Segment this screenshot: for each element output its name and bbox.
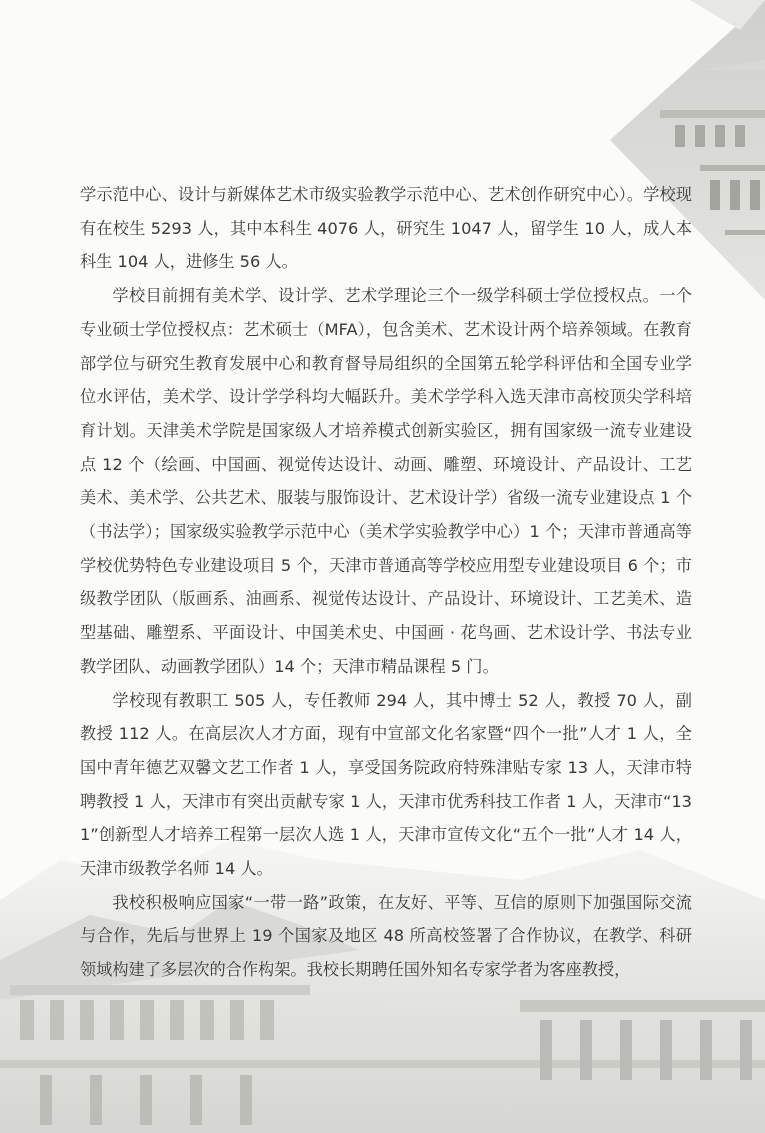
paragraph-2: 学校目前拥有美术学、设计学、艺术学理论三个一级学科硕士学位授权点。一个专业硕士学位授权点：艺术硕士（MFA），包含美术、艺术设计两个培养领域。在教育部学位与研究生教育发展中心和教育督导局组织的全国第五轮学科评估和全国专业学位水评估，美术学、设计学学科均大幅跃升。美术学学科入选天津市高校顶尖学科培育计划。天津美术学院是国家级人才培养模式创新实验区，拥有国家级一流专业建设点 12 个（绘画、中国画、视觉传达设计、动画、雕塑、环境设计、产品设计、工艺美术、美术学、公共艺术、服装与服饰设计、艺术设计学）省级一流专业建设点 1 个（书法学）；国家级实验教学示范中心（美术学实验教学中心）1 个；天津市普通高等学校优势特色专业建设项目 5 个，天津市普通高等学校应用型专业建设项目 6 个；市级教学团队（版画系、油画系、视觉传达设计、产品设计、环境设计、工艺美术、造型基础、雕塑系、平面设计、中国美术史、中国画 · 花鸟画、艺术设计学、书法专业教学团队、动画教学团队）14 个；天津市精品课程 5 门。 bbox=[80, 286, 692, 676]
paragraph-3: 学校现有教职工 505 人，专任教师 294 人，其中博士 52 人，教授 70 人，副教授 112 人。在高层次人才方面，现有中宣部文化名家暨“四个一批”人才 1 人，全国中青年德艺双馨文艺工作者 1 人，享受国务院政府特殊津贴专家 13 人，天津市特聘教授 1 人，天津市有突出贡献专家 1 人，天津市优秀科技工作者 1 人，天津市“131”创新型人才培养工程第一层次人选 1 人，天津市宣传文化“五个一批”人才 14 人，天津市级教学名师 14 人。 bbox=[80, 690, 692, 879]
paragraph-1: 学示范中心、设计与新媒体艺术市级实验教学示范中心、艺术创作研究中心）。学校现有在校生 5293 人，其中本科生 4076 人，研究生 1047 人，留学生 10 人，成人本科生 104 人，进修生 56 人。 bbox=[80, 185, 692, 272]
article-body bbox=[80, 178, 692, 987]
paragraph-4: 我校积极响应国家“一带一路”政策，在友好、平等、互信的原则下加强国际交流与合作，先后与世界上 19 个国家及地区 48 所高校签署了合作协议，在教学、科研领域构建了多层次的合作构架。我校长期聘任国外知名专家学者为客座教授， bbox=[80, 892, 692, 980]
